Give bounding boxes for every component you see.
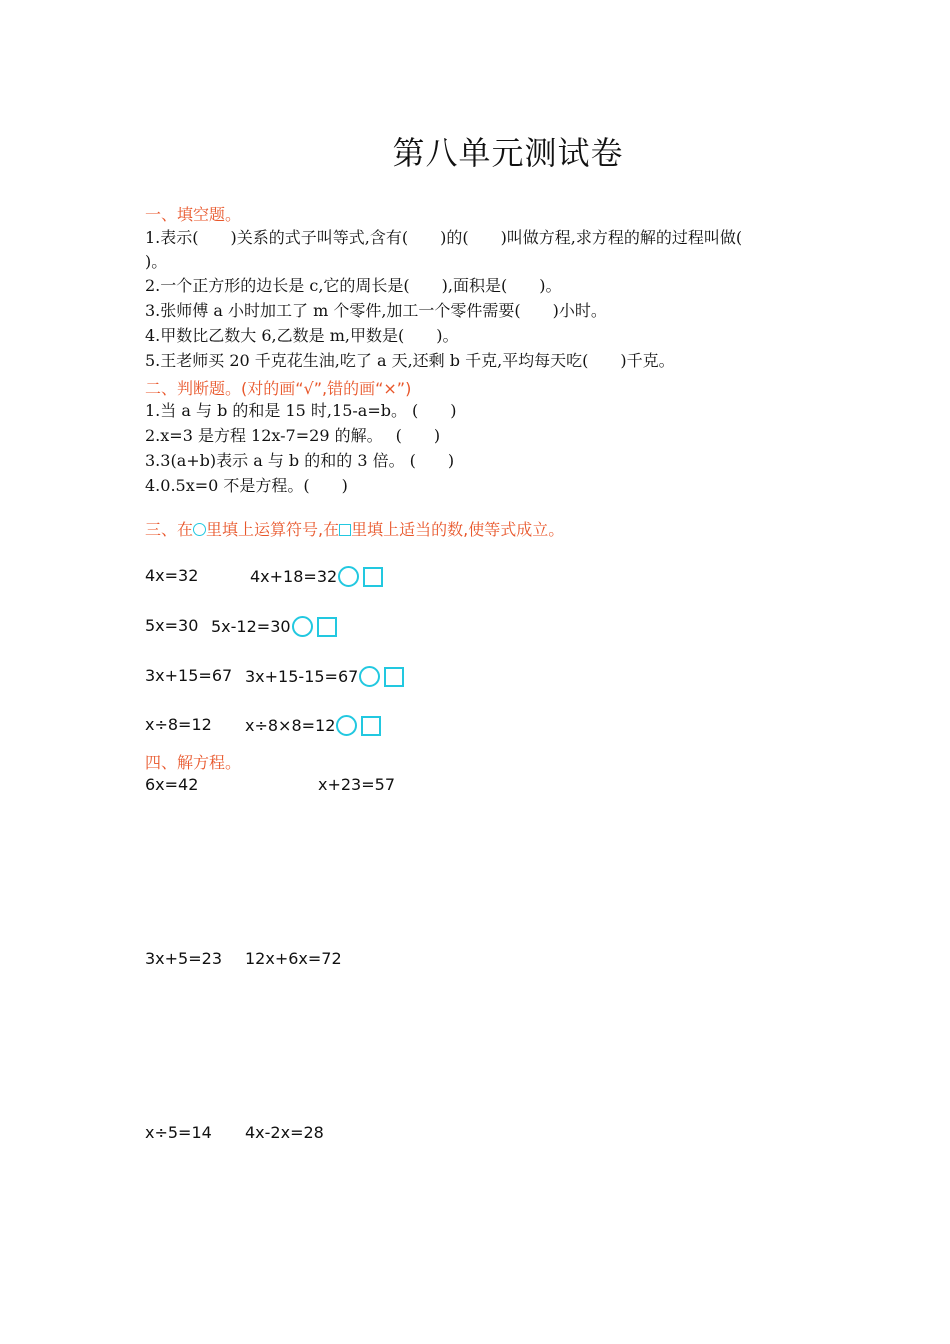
eq-row-4-right <box>245 715 381 736</box>
eq-row-4-right-text: x÷8×8=12 <box>245 716 336 735</box>
judge-item-2: 2.x=3 是方程 12x-7=29 的解。 ( ) <box>145 426 441 445</box>
eq-row-1-left: 4x=32 <box>145 566 199 585</box>
solve-row-2-right: 12x+6x=72 <box>245 949 342 968</box>
eq-row-4-left: x÷8=12 <box>145 715 212 734</box>
judge-item-3: 3.3(a+b)表示 a 与 b 的和的 3 倍。 ( ) <box>145 451 455 470</box>
fill-item-4: 4.甲数比乙数大 6,乙数是 m,甲数是( )。 <box>145 326 459 345</box>
page-title: 第八单元测试卷 <box>392 134 624 172</box>
solve-row-3-right: 4x-2x=28 <box>245 1123 324 1142</box>
judge-item-4: 4.0.5x=0 不是方程。( ) <box>145 476 348 495</box>
number-box[interactable] <box>361 716 381 736</box>
circle-icon <box>193 523 206 536</box>
operator-circle[interactable] <box>292 616 313 637</box>
fill-item-5: 5.王老师买 20 千克花生油,吃了 a 天,还剩 b 千克,平均每天吃( )千克。 <box>145 351 675 370</box>
number-box[interactable] <box>363 567 383 587</box>
solve-row-2-left: 3x+5=23 <box>145 949 222 968</box>
solve-row-3-left: x÷5=14 <box>145 1123 212 1142</box>
operator-circle[interactable] <box>336 715 357 736</box>
heading-part-3: 里填上适当的数,使等式成立。 <box>351 520 565 539</box>
solve-row-1-left: 6x=42 <box>145 775 199 794</box>
number-box[interactable] <box>384 667 404 687</box>
heading-part-1: 三、在 <box>145 520 194 539</box>
eq-row-3-right <box>245 666 404 687</box>
section-4-heading: 四、解方程。 <box>145 753 242 772</box>
heading-part-2: 里填上运算符号,在 <box>206 520 340 539</box>
operator-circle[interactable] <box>338 566 359 587</box>
eq-row-2-right <box>211 616 337 637</box>
fill-item-2: 2.一个正方形的边长是 c,它的周长是( ),面积是( )。 <box>145 276 562 295</box>
fill-item-3: 3.张师傅 a 小时加工了 m 个零件,加工一个零件需要( )小时。 <box>145 301 607 320</box>
fill-item-1-cont: )。 <box>145 252 168 271</box>
section-1-heading: 一、填空题。 <box>145 205 242 224</box>
eq-row-1-right <box>250 566 383 587</box>
eq-row-3-left: 3x+15=67 <box>145 666 233 685</box>
number-box[interactable] <box>317 617 337 637</box>
eq-row-3-right-text: 3x+15-15=67 <box>245 667 359 686</box>
fill-item-1: 1.表示( )关系的式子叫等式,含有( )的( )叫做方程,求方程的解的过程叫做( <box>145 228 743 247</box>
square-icon <box>339 524 351 536</box>
eq-row-1-right-text: 4x+18=32 <box>250 567 338 586</box>
judge-item-1: 1.当 a 与 b 的和是 15 时,15-a=b。 ( ) <box>145 401 457 420</box>
eq-row-2-right-text: 5x-12=30 <box>211 617 291 636</box>
section-3-heading <box>145 517 564 540</box>
solve-row-1-right: x+23=57 <box>318 775 395 794</box>
operator-circle[interactable] <box>359 666 380 687</box>
eq-row-2-left: 5x=30 <box>145 616 199 635</box>
section-2-heading: 二、判断题。(对的画“√”,错的画“×”) <box>145 379 412 398</box>
